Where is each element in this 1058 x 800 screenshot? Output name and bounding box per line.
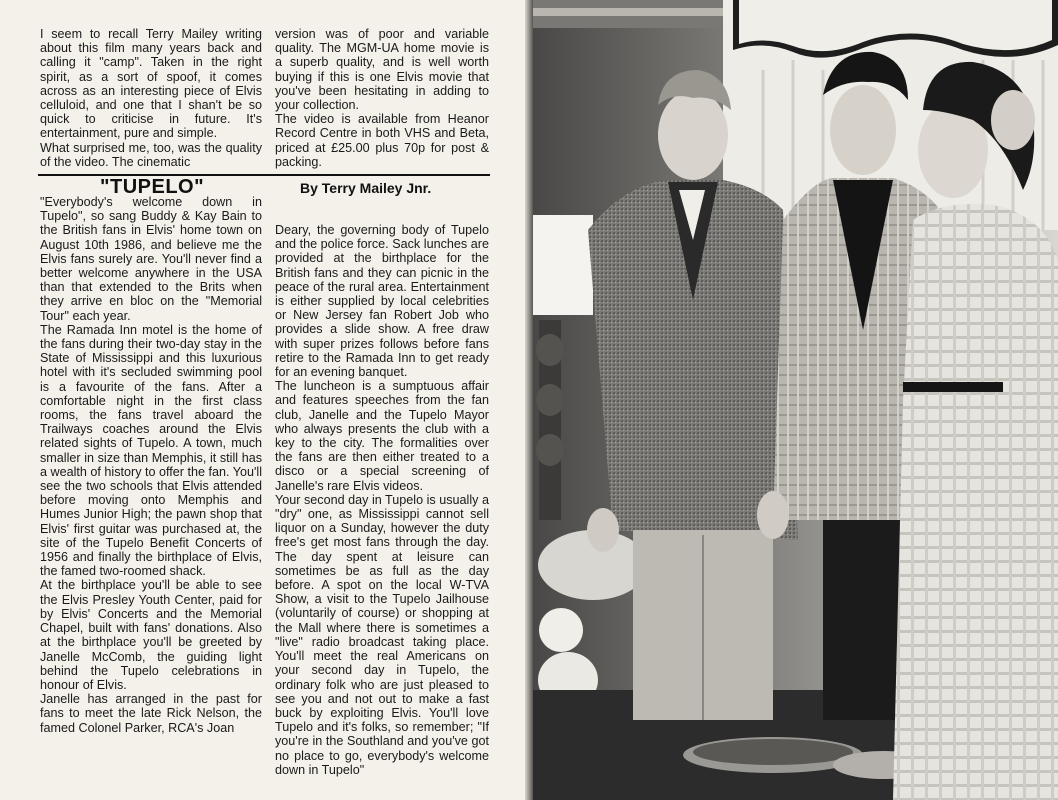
article-column-2-top [275,27,489,169]
article-column-1-top [40,27,262,169]
article-column-2 [275,223,489,777]
paragraph: Your second day in Tupelo is usually a "dry" one, as Mississippi cannot sell liquor on a Sunday, however the duty free's get most fans through the day. The day spent at leisure can sometimes be as full as the day before. A spot on the local W-TVA Show, a visit to the Tupelo Jailhouse (voluntarily of course) or shopping at the Mall where there is sometimes a "live" radio broadcast taking place. You'll meet the real Americans on your second day in Tupelo, the ordinary folk who are just pleased to see you and not out to make a fast buck by exploiting Elvis. You'll love Tupelo and it's folks, so remember; "If you're in the Southland and you've got no place to go, everybody's welcome down in Tupelo" [275,492,489,777]
article-byline: By Terry Mailey Jnr. [300,180,432,196]
left-page [0,0,525,800]
paragraph: Janelle has arranged in the past for fans to meet the late Rick Nelson, the famed Colonel Parker, RCA's Joan [40,692,262,735]
paragraph: "Everybody's welcome down in Tupelo", so sang Buddy & Kay Bain to the British fans in Elvis' home town on August 10th 1986, and believe me the Elvis fans surely are. You'll never find a better welcome anywhere in the USA than that extended to the Brits when they arrive en bloc on the "Memorial Tour" each year. [40,195,262,323]
article-column-1 [40,195,262,735]
paragraph: The Ramada Inn motel is the home of the fans during their two-day stay in the State of Mississippi and this luxurious hotel with it's secluded swimming pool is a favourite of the fans. After a comfortable night in the first class rooms, the fans travel aboard the Trailways coaches around the Elvis related sights of Tupelo. A town, much smaller in size than Memphis, it still has a wealth of history to offer the fan. You'll see the two schools that Elvis attended before moving onto Memphis and Humes Junior High; the pawn shop that Elvis' first guitar was purchased at, the site of the Tupelo Benefit Concerts of 1956 and finally the birthplace of Elvis, the famed two-roomed shack. [40,322,263,579]
paragraph: What surprised me, too, was the quality of the video. The cinematic [40,140,262,169]
page-gutter [525,0,533,800]
paragraph: The luncheon is a sumptuous affair and features speeches from the fan club, Janelle and the Tupelo Mayor who always presents the club with a key to the city. The formalities over the fans are then either treated to a disco or a special screening of Janelle's rare Elvis videos. [275,379,489,493]
right-page [533,0,1058,800]
paragraph: The video is available from Heanor Record Centre in both VHS and Beta, priced at £25.00 plus 70p for post & packing. [275,112,489,169]
paragraph: At the birthplace you'll be able to see the Elvis Presley Youth Center, paid for by Elvis' Concerts and the Memorial Chapel, built with fans' donations. Also at the birthplace you'll be greeted by Janelle McComb, the guiding light behind the Tupelo celebrations in honour of Elvis. [40,578,262,692]
article-headline: "TUPELO" [100,176,205,198]
paragraph: Deary, the governing body of Tupelo and the police force. Sack lunches are provided at the birthplace for the British fans and they can picnic in the peace of the rural area. Entertainment is either supplied by local celebrities or New Jersey fan Robert Job who provides a slide show. A free draw with super prizes follows before fans retire to the Ramada Inn to get ready for an evening banquet. [275,223,489,380]
photograph-image [533,0,1058,800]
paragraph: I seem to recall Terry Mailey writing about this film many years back and calling it "camp". Taken in the right spirit, as a sort of spoof, it comes across as an interesting piece of Elvis celluloid, and one that I shan't be so quick to criticise in future. It's entertainment, pure and simple. [40,27,262,141]
paragraph: version was of poor and variable quality. The MGM-UA home movie is a superb quality, and is well worth buying if this is one Elvis movie that you've been hesitating in adding to your collection. [275,27,489,113]
